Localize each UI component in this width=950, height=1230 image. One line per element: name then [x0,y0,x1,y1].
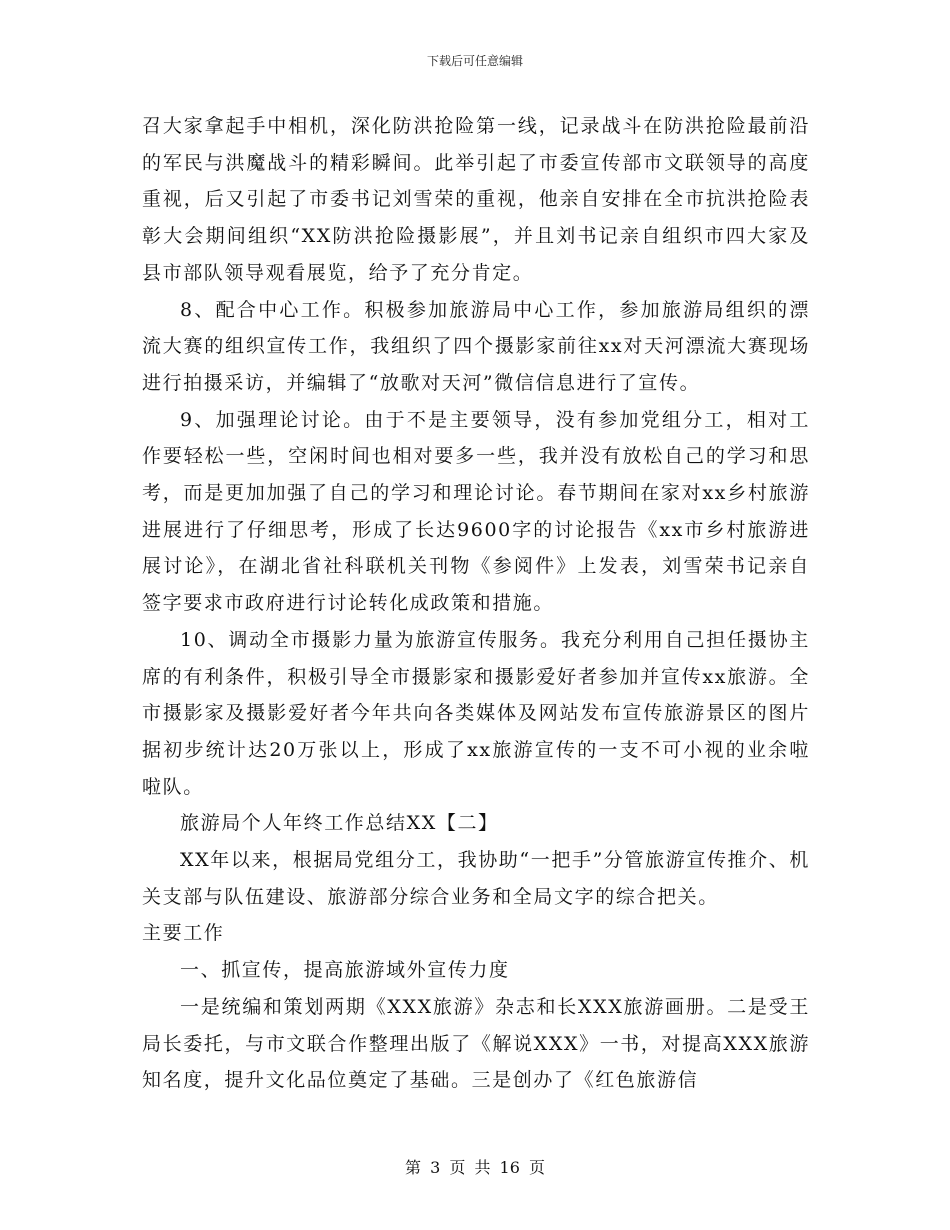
paragraph-item-8: 8、配合中心工作。积极参加旅游局中心工作，参加旅游局组织的漂流大赛的组织宣传工作，我组织了四个摄影家前往xx对天河漂流大赛现场进行拍摄采访，并编辑了“放歌对天河”微信信息进行了宣传。 [142,298,810,394]
document-body [142,108,810,1099]
section-title: 旅游局个人年终工作总结XX【二】 [180,812,499,835]
paragraph-item-9: 9、加强理论讨论。由于不是主要领导，没有参加党组分工，相对工作要轻松一些，空闲时间也相对要多一些，我并没有放松自己的学习和思考，而是更加加强了自己的学习和理论讨论。春节期间在家对xx乡村旅游进展进行了仔细思考，形成了长达9600字的讨论报告《xx市乡村旅游进展讨论》，在湖北省社科联机关刊物《参阅件》上发表，刘雪荣书记亲自签字要求市政府进行讨论转化成政策和措施。 [142,408,810,615]
subheading-main-work: 主要工作 [142,922,225,945]
subheading-publicity: 一、抓宣传，提高旅游域外宣传力度 [180,959,510,982]
page-header: 下载后可任意编辑 [426,54,523,68]
paragraph-intro: XX年以来，根据局党组分工，我协助“一把手”分管旅游宣传推介、机关支部与队伍建设、旅游部分综合业务和全局文字的综合把关。 [142,849,810,908]
paragraph-item-10: 10、调动全市摄影力量为旅游宣传服务。我充分利用自己担任摄协主席的有利条件，积极引导全市摄影家和摄影爱好者参加并宣传xx旅游。全市摄影家及摄影爱好者今年共向各类媒体及网站发布宣传旅游景区的图片据初步统计达20万张以上，形成了xx旅游宣传的一支不可小视的业余啦啦队。 [142,628,810,798]
paragraph-continuation: 召大家拿起手中相机，深化防洪抢险第一线，记录战斗在防洪抢险最前沿的军民与洪魔战斗的精彩瞬间。此举引起了市委宣传部市文联领导的高度重视，后又引起了市委书记刘雪荣的重视，他亲自安排在全市抗洪抢险表彰大会期间组织“XX防洪抢险摄影展”，并且刘书记亲自组织市四大家及县市部队领导观看展览，给予了充分肯定。 [142,115,810,284]
page-number-footer: 第 3 页 共 16 页 [405,1158,545,1177]
paragraph-publicity-detail: 一是统编和策划两期《XXX旅游》杂志和长XXX旅游画册。二是受王局长委托，与市文联合作整理出版了《解说XXX》一书，对提高XXX旅游知名度，提升文化品位奠定了基础。三是创办了《红色旅游信 [142,995,810,1092]
